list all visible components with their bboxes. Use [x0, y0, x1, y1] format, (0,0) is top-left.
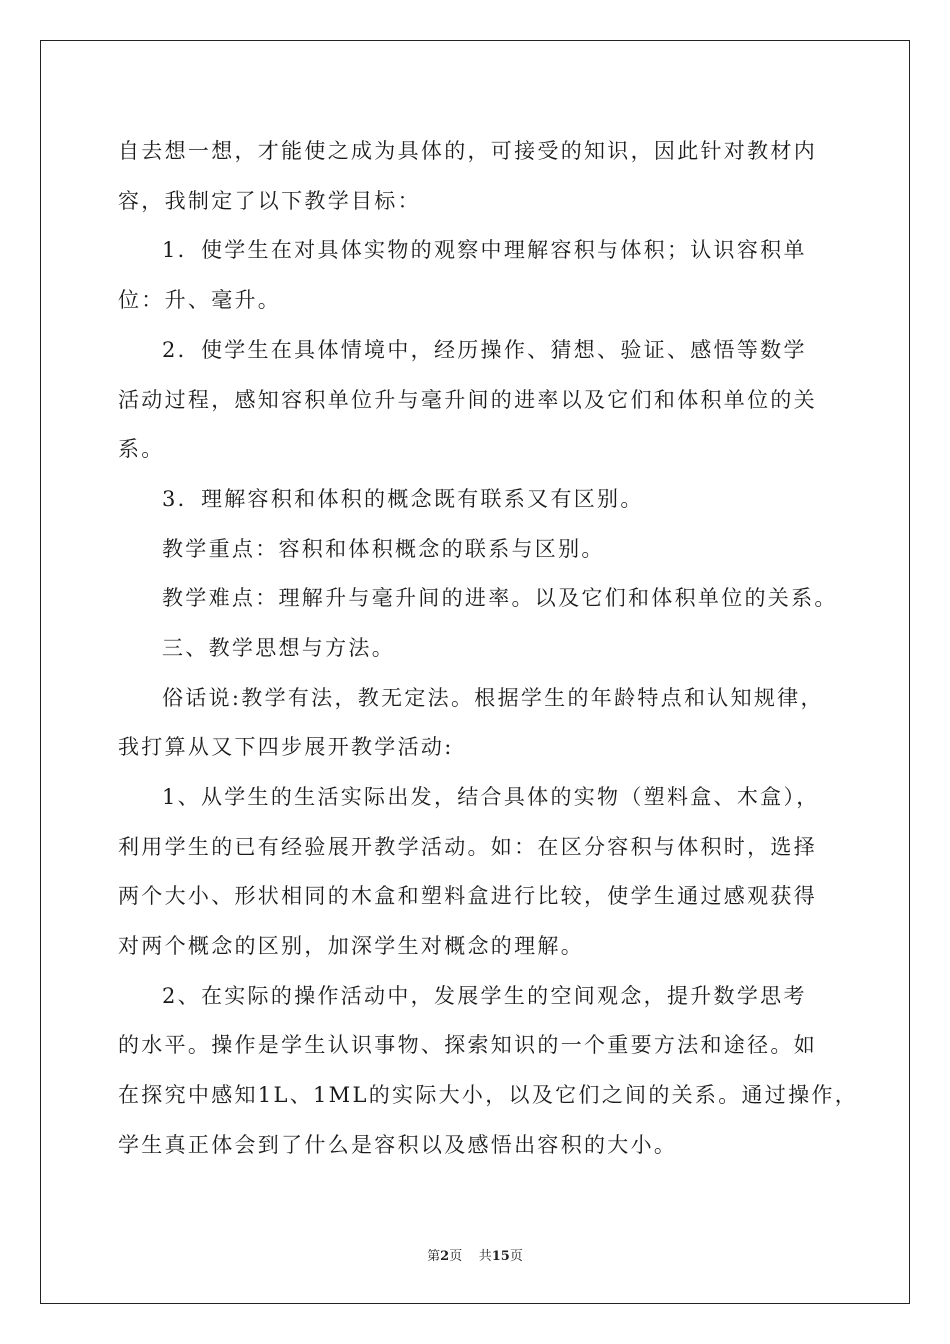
text-line: 3．理解容积和体积的概念既有联系又有区别。	[162, 487, 644, 511]
text-line: 1、从学生的生活实际出发，结合具体的实物（塑料盒、木盒），	[162, 785, 820, 809]
total-pages-number: 15	[491, 1249, 510, 1264]
text-line: 俗话说:教学有法，教无定法。根据学生的年龄特点和认知规律，	[162, 686, 824, 710]
text-line: 系。	[118, 437, 165, 461]
page-footer	[0, 1245, 950, 1264]
text-line: 我打算从又下四步展开教学活动:	[118, 735, 454, 759]
text-line: 容，我制定了以下教学目标：	[118, 189, 421, 213]
text-line: 活动过程，感知容积单位升与毫升间的进率以及它们和体积单位的关	[118, 388, 817, 412]
footer-prefix: 第	[427, 1249, 441, 1264]
text-line: 教学重点：容积和体积概念的联系与区别。	[162, 537, 605, 561]
text-line: 位：升、毫升。	[118, 288, 282, 312]
page-border	[40, 40, 910, 1304]
text-line: 1．使学生在对具体实物的观察中理解容积与体积；认识容积单	[162, 238, 807, 262]
text-line: 教学难点：理解升与毫升间的进率。以及它们和体积单位的关系。	[162, 586, 838, 610]
footer-page-word: 页	[449, 1249, 463, 1264]
text-line: 2、在实际的操作活动中，发展学生的空间观念，提升数学思考	[162, 984, 807, 1008]
text-line: 自去想一想，才能使之成为具体的，可接受的知识，因此针对教材内	[118, 139, 817, 163]
text-line: 学生真正体会到了什么是容积以及感悟出容积的大小。	[118, 1133, 678, 1157]
text-line: 利用学生的已有经验展开教学活动。如：在区分容积与体积时，选择	[118, 835, 817, 859]
footer-total-prefix: 共	[478, 1249, 492, 1264]
current-page-number: 2	[440, 1249, 450, 1264]
text-line: 三、教学思想与方法。	[162, 636, 395, 660]
text-line: 的水平。操作是学生认识事物、探索知识的一个重要方法和途径。如	[118, 1033, 817, 1057]
text-line: 在探究中感知1L、1ML的实际大小，以及它们之间的关系。通过操作，	[118, 1083, 859, 1107]
text-line: 两个大小、形状相同的木盒和塑料盒进行比较，使学生通过感观获得	[118, 884, 817, 908]
footer-total-suffix: 页	[509, 1249, 523, 1264]
text-line: 2．使学生在具体情境中，经历操作、猜想、验证、感悟等数学	[162, 338, 807, 362]
text-line: 对两个概念的区别，加深学生对概念的理解。	[118, 934, 584, 958]
